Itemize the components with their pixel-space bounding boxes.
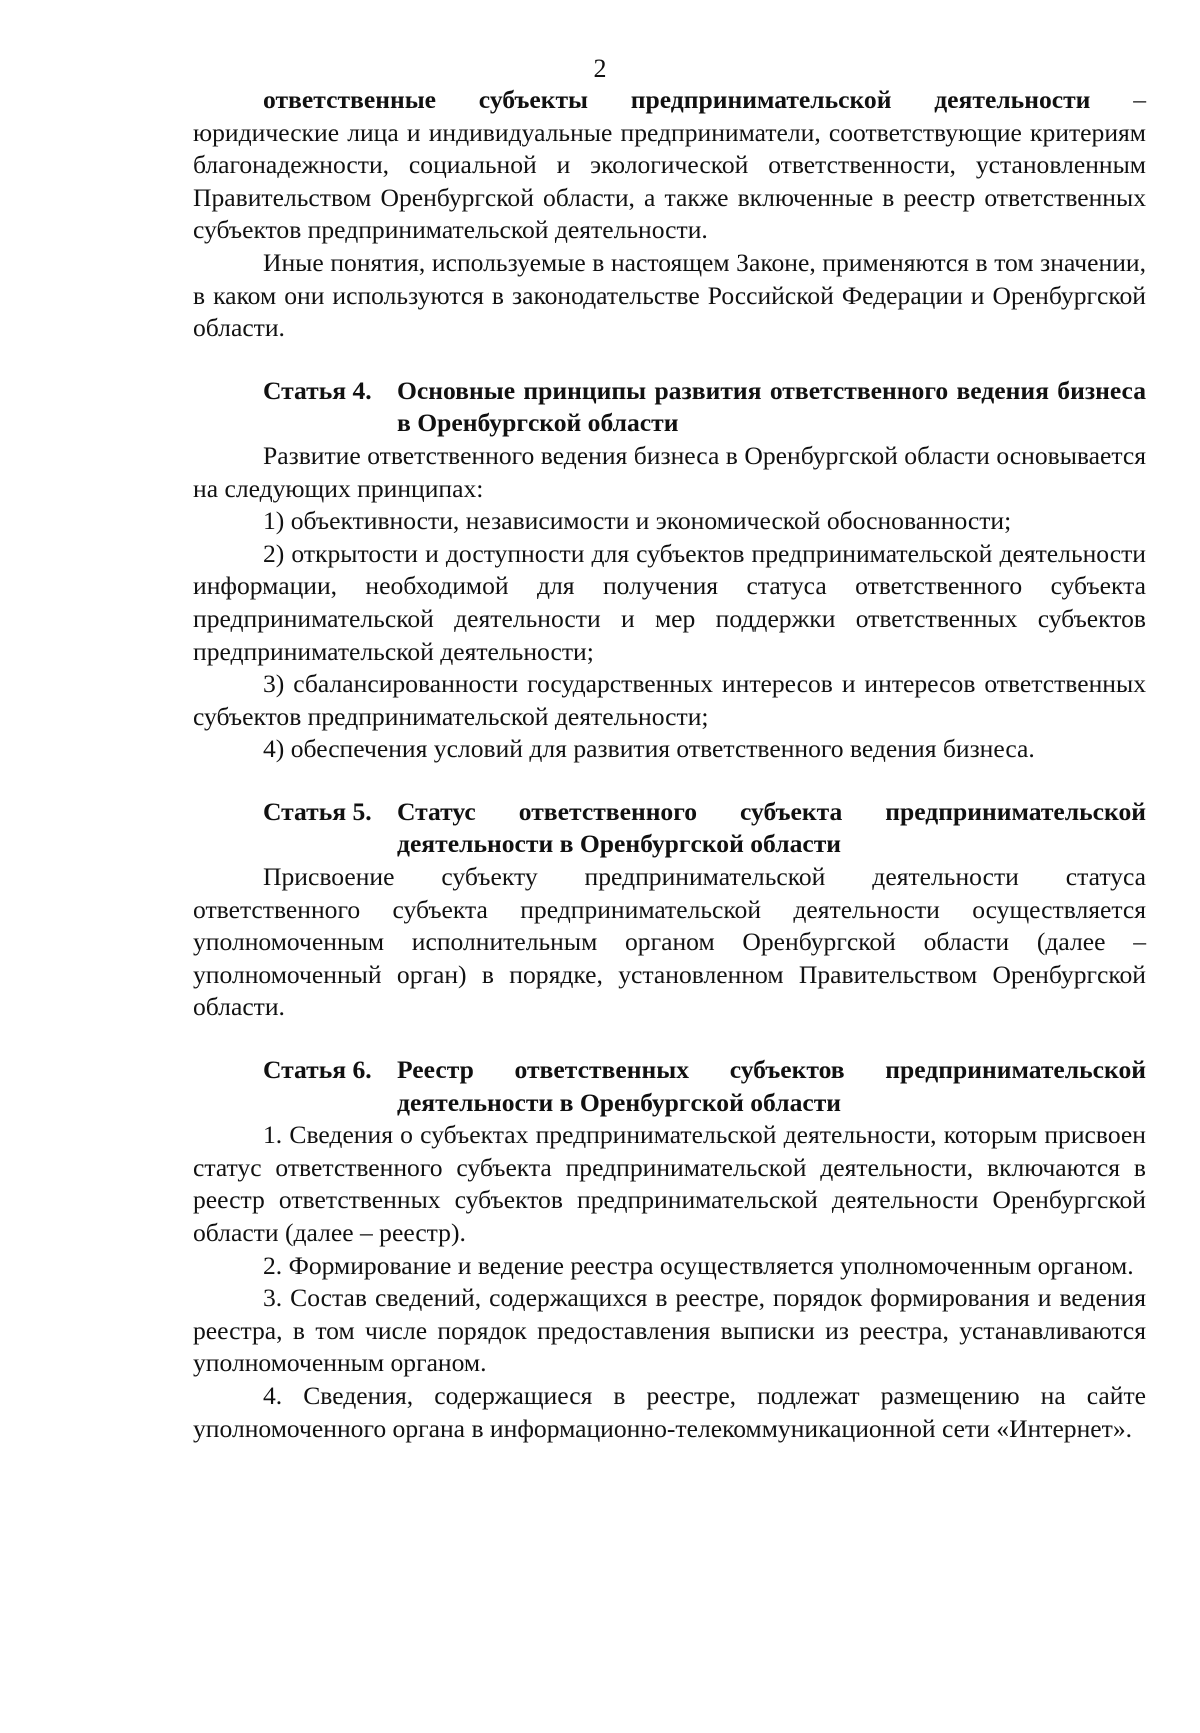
article-4-item-4: 4) обеспечения условий для развития ответственного ведения бизнеса. [263,734,1035,764]
article-5-text: Присвоение субъекту предпринимательской деятельности статуса ответственного субъекта предпринимательской деятельности осуществляется уполномоченным исполнительным органом Оренбургской области (далее – уполномоченный орган) в порядке, установленном Правительством Оренбургской области. [193,862,1146,1022]
definition-paragraph [193,84,1146,247]
article-4-title: Основные принципы развития ответственного ведения бизнеса в Оренбургской области [397,375,1146,438]
article-4-item-3: 3) сбалансированности государственных интересов и интересов ответственных субъектов предпринимательской деятельности; [193,669,1146,731]
article-4-label: Статья 4. [263,375,372,405]
article-4-item-1: 1) объективности, независимости и экономической обоснованности; [263,506,1012,536]
article-6-title: Реестр ответственных субъектов предпринимательской деятельности в Оренбургской области [397,1055,1146,1117]
page-number: 2 [593,54,607,83]
article-4-item-2: 2) открытости и доступности для субъектов предпринимательской деятельности информации, необходимой для получения статуса ответственного субъекта предпринимательской деятельности и мер поддержки ответственных субъектов предпринимательской деятельности; [193,538,1146,666]
other-terms-paragraph: Иные понятия, используемые в настоящем Законе, применяются в том значении, в каком они используются в законодательстве Российской Федерации и Оренбургской области. [193,247,1146,343]
article-6-item-1: 1. Сведения о субъектах предпринимательской деятельности, которым присвоен статус ответственного субъекта предпринимательской деятельности, включаются в реестр ответственных субъектов предпринимательской деятельности Оренбургской области (далее – реестр). [193,1120,1146,1247]
article-6-item-3: 3. Состав сведений, содержащихся в реестре, порядок формирования и ведения реестра, в том числе порядок предоставления выписки из реестра, устанавливаются уполномоченным органом. [193,1283,1146,1378]
article-5-title: Статус ответственного субъекта предпринимательской деятельности в Оренбургской области [397,796,1146,859]
article-5-heading [193,796,1146,861]
article-4-intro: Развитие ответственного ведения бизнеса в Оренбургской области основывается на следующих принципах: [193,440,1146,503]
article-6-heading [193,1054,1146,1119]
article-6-item-4: 4. Сведения, содержащиеся в реестре, подлежат размещению на сайте уполномоченного органа в информационно-телекоммуникационной сети «Интернет». [193,1380,1146,1443]
article-6-label: Статья 6. [263,1055,372,1085]
document-body [193,84,1146,1445]
definition-term: ответственные субъекты предпринимательской деятельности [263,85,1091,114]
article-5-label: Статья 5. [263,796,372,826]
definition-text: – юридические лица и индивидуальные предприниматели, соответствующие критериям благонадежности, социальной и экологической ответственности, установленным Правительством Оренбургской области, а также включенные в реестр ответственных субъектов предпринимательской деятельности. [193,85,1146,245]
article-6-item-2: 2. Формирование и ведение реестра осуществляется уполномоченным органом. [263,1250,1134,1280]
article-4-heading [193,375,1146,440]
